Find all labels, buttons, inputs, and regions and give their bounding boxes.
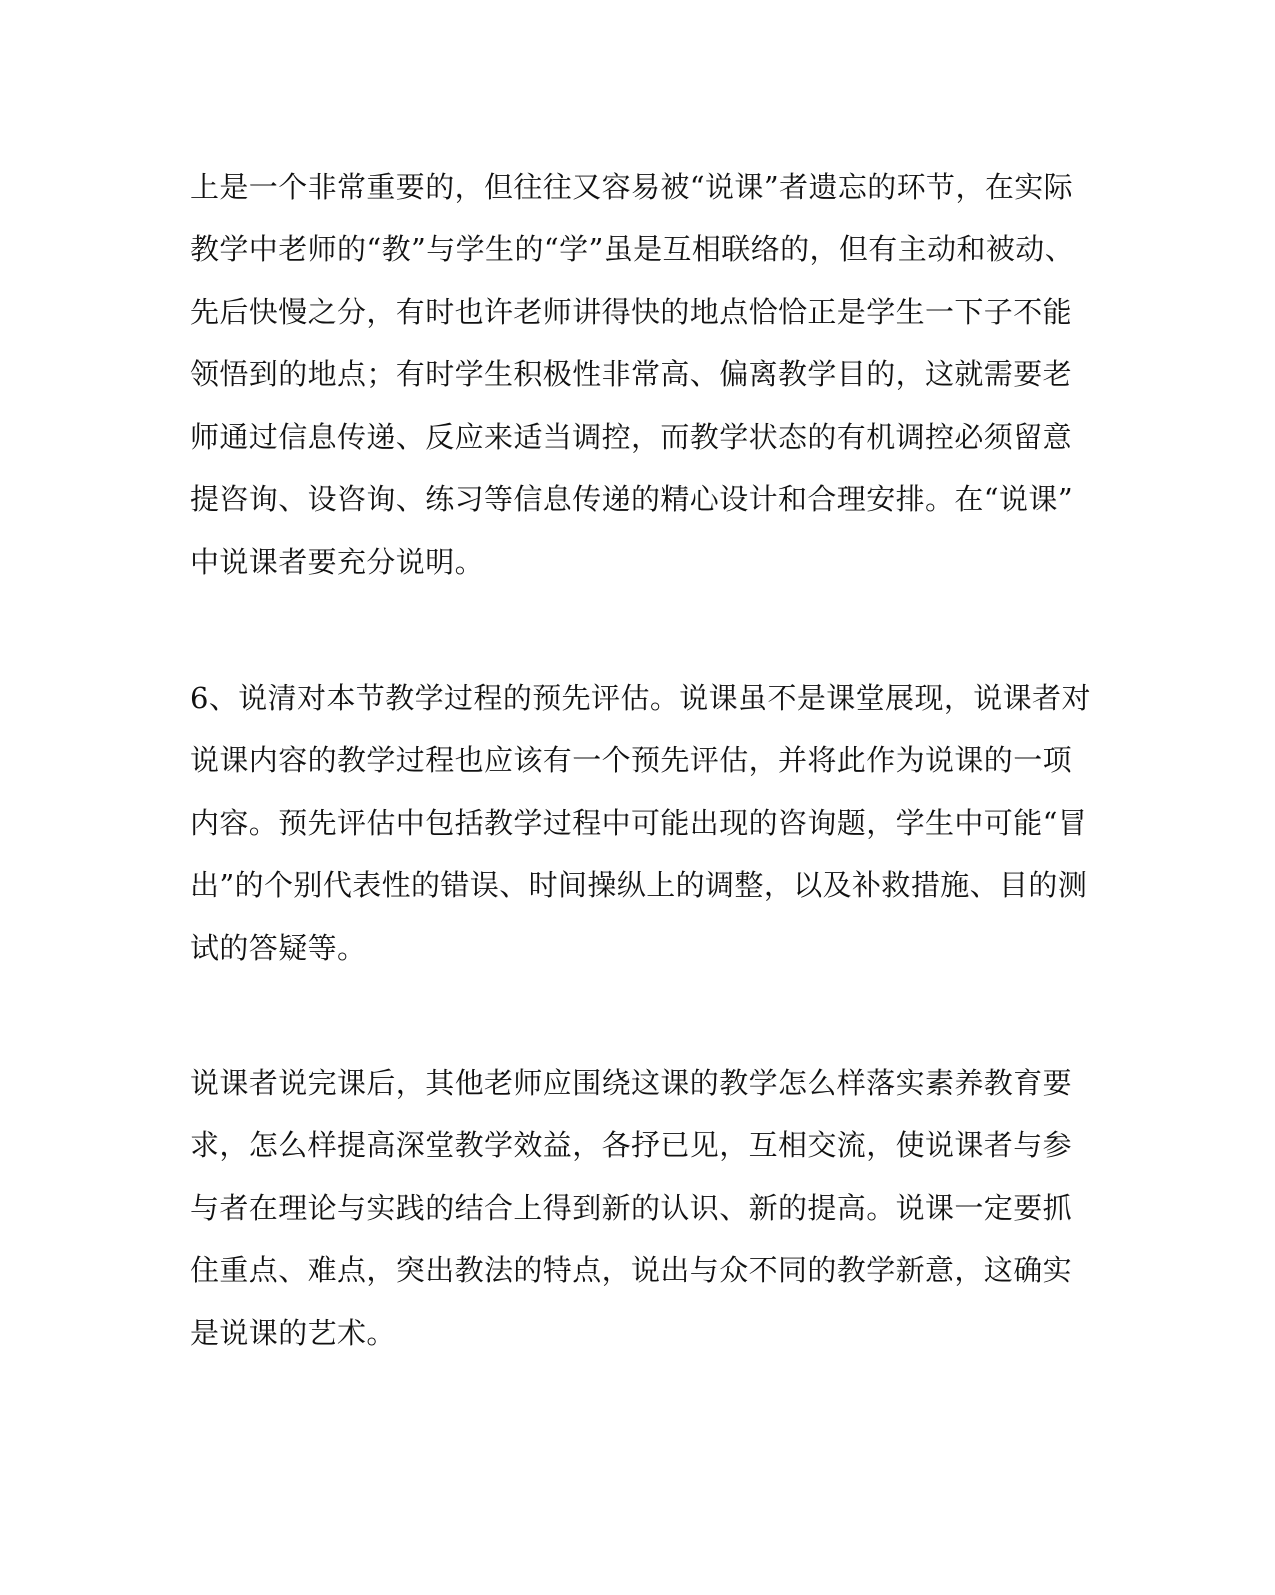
paragraph-line: 说课内容的教学过程也应该有一个预先评估，并将此作为说课的一项	[190, 743, 1073, 777]
paragraph-line: 中说课者要充分说明。	[190, 545, 485, 579]
paragraph-line: 上是一个非常重要的，但往往又容易被“说课”者遗忘的环节，在实际	[190, 170, 1074, 204]
paragraph-line: 是说课的艺术。	[190, 1316, 396, 1350]
paragraph-line: 求，怎么样提高深堂教学效益，各抒已见，互相交流，使说课者与参	[190, 1128, 1073, 1162]
paragraph-line: 与者在理论与实践的结合上得到新的认识、新的提高。说课一定要抓	[190, 1191, 1073, 1225]
paragraph-line: 住重点、难点，突出教法的特点，说出与众不同的教学新意，这确实	[190, 1253, 1073, 1287]
paragraph-line: 6、说清对本节教学过程的预先评估。说课虽不是课堂展现，说课者对	[190, 681, 1091, 715]
paragraph-line: 师通过信息传递、反应来适当调控，而教学状态的有机调控必须留意	[190, 420, 1073, 454]
paragraph-line: 试的答疑等。	[190, 931, 367, 965]
paragraph-line: 先后快慢之分，有时也许老师讲得快的地点恰恰正是学生一下子不能	[190, 295, 1073, 329]
paragraph-line: 教学中老师的“教”与学生的“学”虽是互相联络的，但有主动和被动、	[190, 232, 1075, 266]
paragraph-line: 内容。预先评估中包括教学过程中可能出现的咨询题，学生中可能“冒	[190, 806, 1088, 840]
paragraph-line: 出”的个别代表性的错误、时间操纵上的调整，以及补救措施、目的测	[190, 868, 1088, 902]
paragraph-line: 提咨询、设咨询、练习等信息传递的精心设计和合理安排。在“说课”	[190, 482, 1074, 516]
paragraph-line: 说课者说完课后，其他老师应围绕这课的教学怎么样落实素养教育要	[190, 1066, 1073, 1100]
paragraph-line: 领悟到的地点；有时学生积极性非常高、偏离教学目的，这就需要老	[190, 357, 1073, 391]
